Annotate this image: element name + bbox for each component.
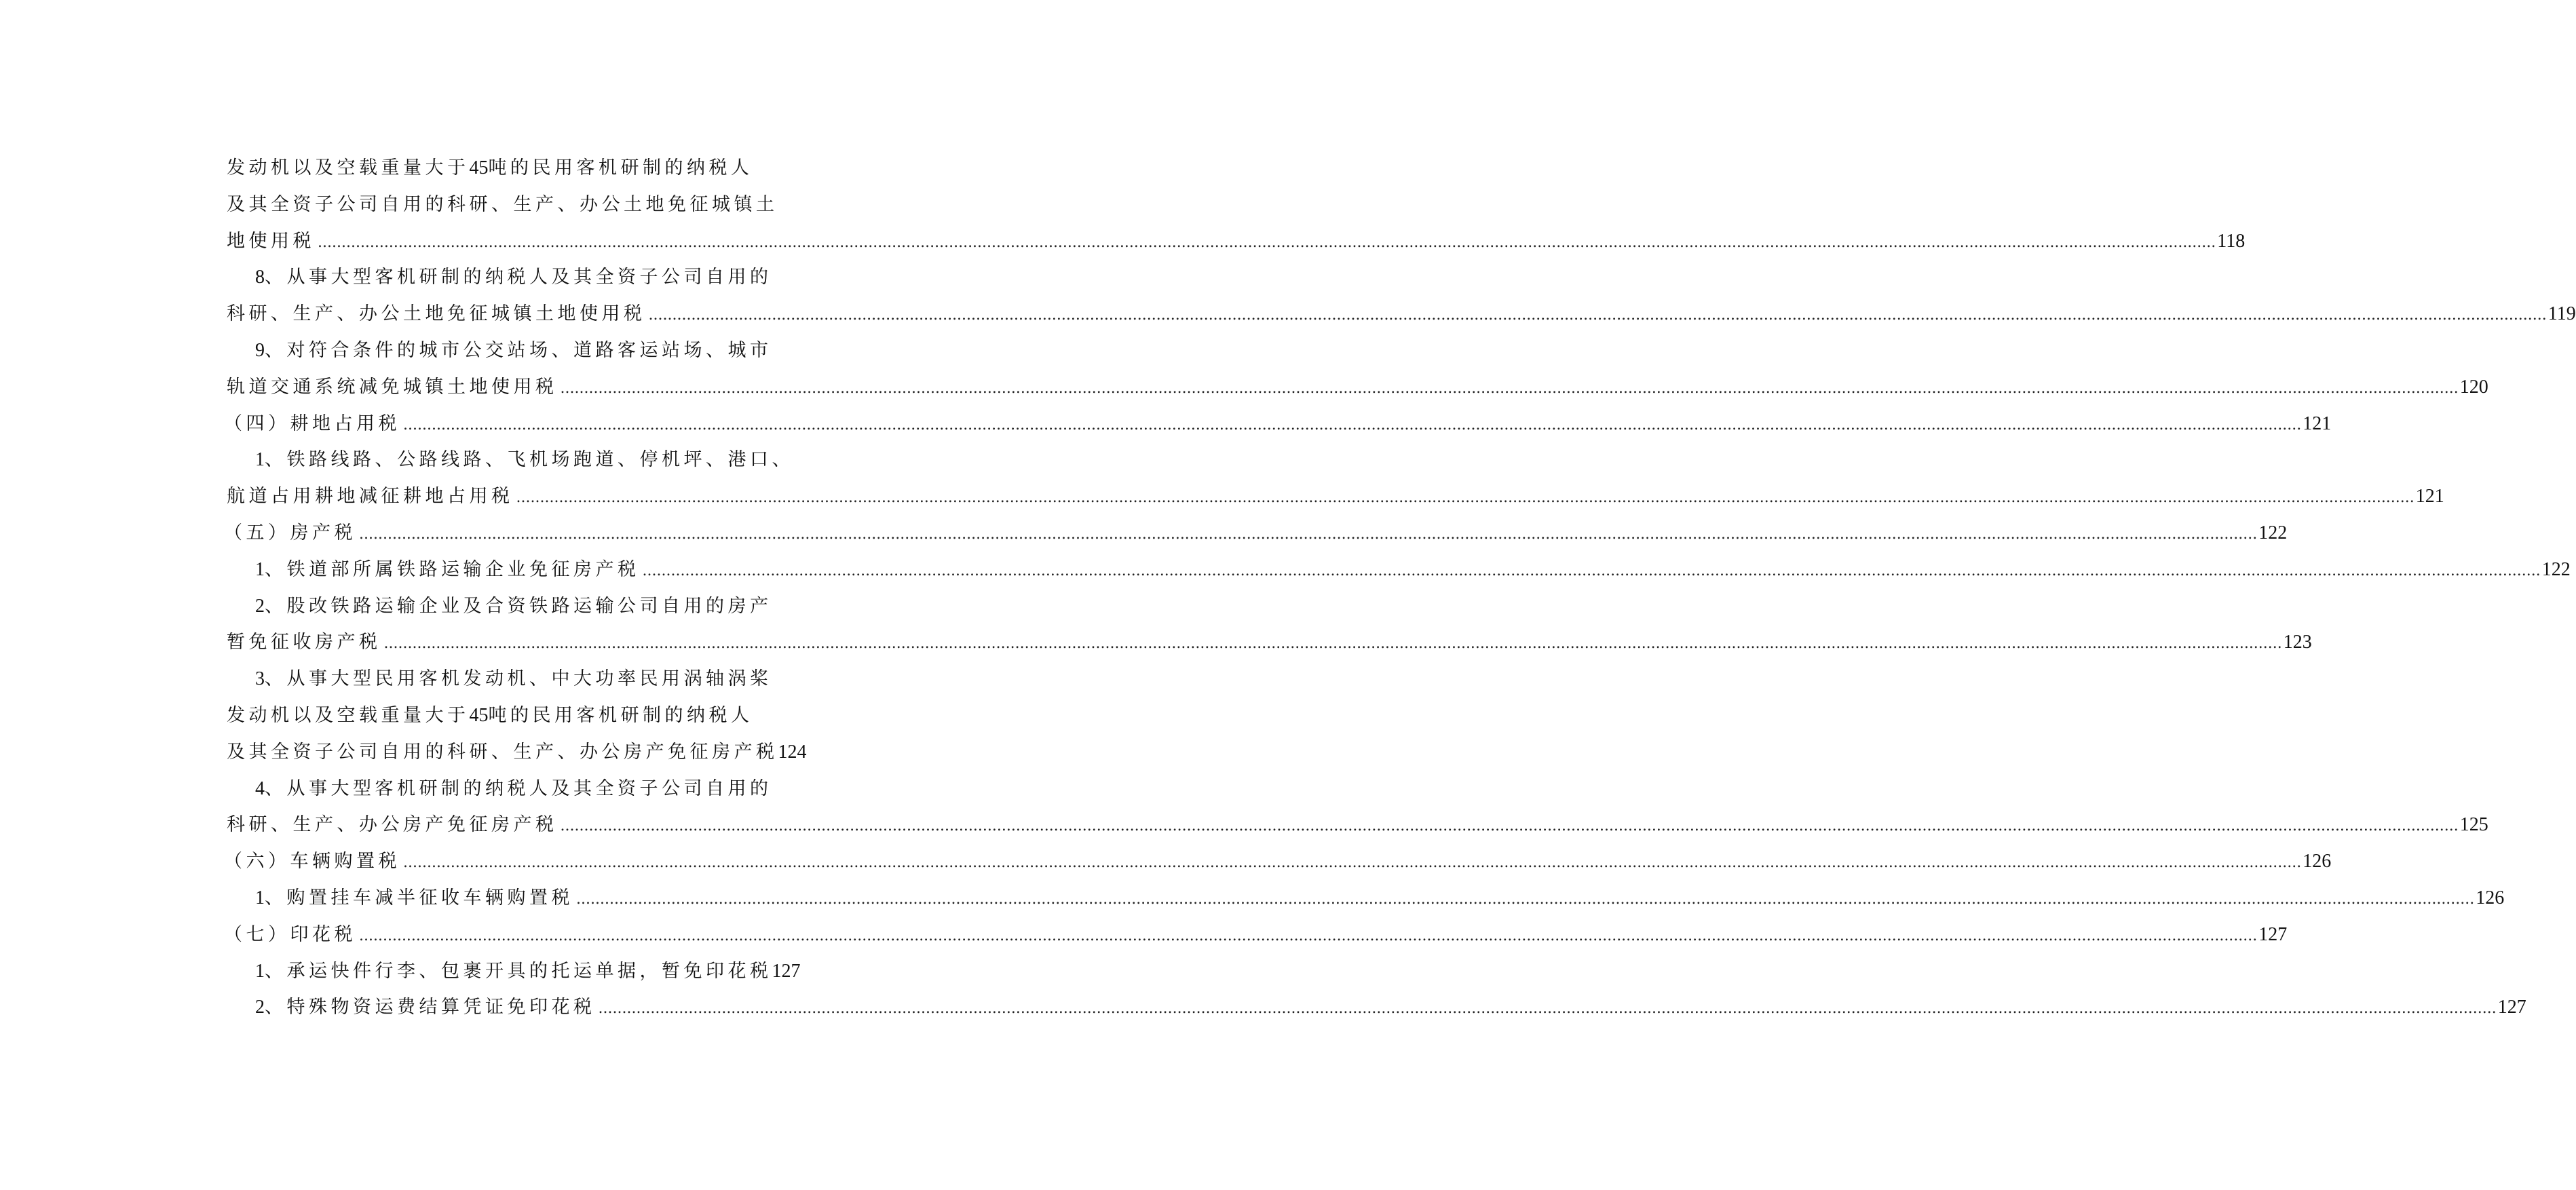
- toc-page-number: 123: [2283, 632, 2312, 653]
- toc-entry-text: 1、铁路线路、公路线路、飞机场跑道、停机坪、港口、: [255, 449, 794, 471]
- toc-entry-text: 地使用税: [227, 230, 315, 252]
- toc-line: [255, 264, 772, 291]
- toc-entry-text: 科研、生产、办公房产免征房产税: [227, 814, 558, 836]
- toc-line: [224, 410, 2332, 438]
- toc-line: [255, 958, 801, 985]
- toc-entry-text: 1、铁道部所属铁路运输企业免征房产税: [255, 558, 640, 580]
- toc-entry-text: 2、特殊物资运费结算凭证免印花税: [255, 997, 596, 1018]
- toc-page-number: 122: [2541, 558, 2571, 580]
- toc-page-number: 122: [2258, 522, 2288, 543]
- toc-entry-text: 8、从事大型客机研制的纳税人及其全资子公司自用的: [255, 267, 772, 288]
- toc-entry-text: 2、股改铁路运输企业及合资铁路运输公司自用的房产: [255, 595, 772, 617]
- toc-page-number: 127: [2258, 923, 2288, 945]
- toc-page-number: 119: [2547, 303, 2576, 325]
- toc-entry-text: 9、对符合条件的城市公交站场、道路客运站场、城市: [255, 340, 772, 361]
- dot-leader: ................................................................................................................................................................................................................................................................................................................................................................................................................: [318, 233, 2216, 251]
- toc-entry-text: 4、从事大型客机研制的纳税人及其全资子公司自用的: [255, 778, 772, 799]
- toc-entry-text: 1、购置挂车减半征收车辆购置税: [255, 887, 573, 908]
- toc-line: [255, 556, 2571, 583]
- toc-entry-text: 航道占用耕地减征耕地占用税: [227, 486, 514, 507]
- toc-page-number: 126: [2476, 887, 2505, 908]
- dot-leader: ................................................................................................................................................................................................................................................................................................................................................................................................................: [648, 307, 2547, 324]
- dot-leader: ................................................................................................................................................................................................................................................................................................................................................................................................................: [642, 562, 2541, 579]
- dot-leader: ................................................................................................................................................................................................................................................................................................................................................................................................................: [516, 489, 2414, 507]
- dot-leader: ................................................................................................................................................................................................................................................................................................................................................................................................................: [403, 416, 2302, 434]
- toc-line: [255, 885, 2505, 912]
- toc-entry-text: 暂免征收房产税: [227, 632, 381, 653]
- toc-entry-text: 1、承运快件行李、包裹开具的托运单据，暂免印花税: [255, 960, 772, 982]
- dot-leader: ................................................................................................................................................................................................................................................................................................................................................................................................................: [359, 526, 2258, 543]
- toc-page-number: 121: [2415, 486, 2444, 507]
- dot-leader: ................................................................................................................................................................................................................................................................................................................................................................................................................: [576, 891, 2475, 908]
- toc-page-number: 121: [2303, 412, 2332, 434]
- toc-line: [227, 739, 807, 766]
- dot-leader: ................................................................................................................................................................................................................................................................................................................................................................................................................: [560, 818, 2459, 835]
- toc-line: [224, 520, 2288, 547]
- toc-entry-text: （七）印花税: [224, 923, 356, 945]
- toc-entry-text: （四）耕地占用税: [224, 412, 400, 434]
- toc-entry-text: 科研、生产、办公土地免征城镇土地使用税: [227, 303, 646, 325]
- toc-entry-text: （五）房产税: [224, 522, 356, 543]
- toc-entry-text: 3、从事大型民用客机发动机、中大功率民用涡轴涡桨: [255, 668, 772, 690]
- dot-leader: ................................................................................................................................................................................................................................................................................................................................................................................................................: [560, 379, 2459, 397]
- toc-line: [224, 848, 2332, 875]
- toc-line: [255, 666, 772, 693]
- toc-entry-text: （六）车辆购置税: [224, 851, 400, 872]
- dot-leader: ................................................................................................................................................................................................................................................................................................................................................................................................................: [598, 1000, 2497, 1018]
- toc-page-number: 118: [2217, 230, 2246, 252]
- toc-page-number: 126: [2303, 851, 2332, 872]
- toc-entry-text: 及其全资子公司自用的科研、生产、办公房产免征房产税: [227, 741, 778, 763]
- dot-leader: ................................................................................................................................................................................................................................................................................................................................................................................................................: [359, 927, 2258, 944]
- toc-line: [227, 301, 2576, 328]
- toc-page-number: 120: [2459, 376, 2488, 398]
- toc-page-number: 124: [778, 741, 807, 763]
- toc-line: [227, 191, 778, 218]
- toc-line: [227, 228, 2246, 255]
- toc-line: [227, 374, 2488, 401]
- toc-entry-text: 发动机以及空载重量大于45吨的民用客机研制的纳税人: [227, 157, 753, 178]
- toc-line: [227, 811, 2488, 839]
- toc-line: [255, 775, 772, 803]
- toc-line: [255, 446, 794, 474]
- toc-line: [255, 994, 2526, 1021]
- toc-line: [227, 629, 2312, 656]
- toc-line: [255, 337, 772, 364]
- toc-line: [227, 155, 753, 182]
- toc-line: [224, 921, 2288, 948]
- dot-leader: ................................................................................................................................................................................................................................................................................................................................................................................................................: [403, 854, 2302, 872]
- toc-entry-text: 及其全资子公司自用的科研、生产、办公土地免征城镇土: [227, 193, 778, 215]
- toc-entry-text: 发动机以及空载重量大于45吨的民用客机研制的纳税人: [227, 705, 753, 726]
- toc-line: [255, 593, 772, 620]
- toc-entry-text: 轨道交通系统减免城镇土地使用税: [227, 376, 558, 398]
- toc-page-number: 127: [2497, 997, 2526, 1018]
- dot-leader: ................................................................................................................................................................................................................................................................................................................................................................................................................: [383, 635, 2282, 653]
- toc-line: [227, 483, 2444, 510]
- toc-line: [227, 702, 753, 729]
- toc-page-number: 127: [772, 960, 801, 982]
- toc-page-number: 125: [2459, 814, 2488, 836]
